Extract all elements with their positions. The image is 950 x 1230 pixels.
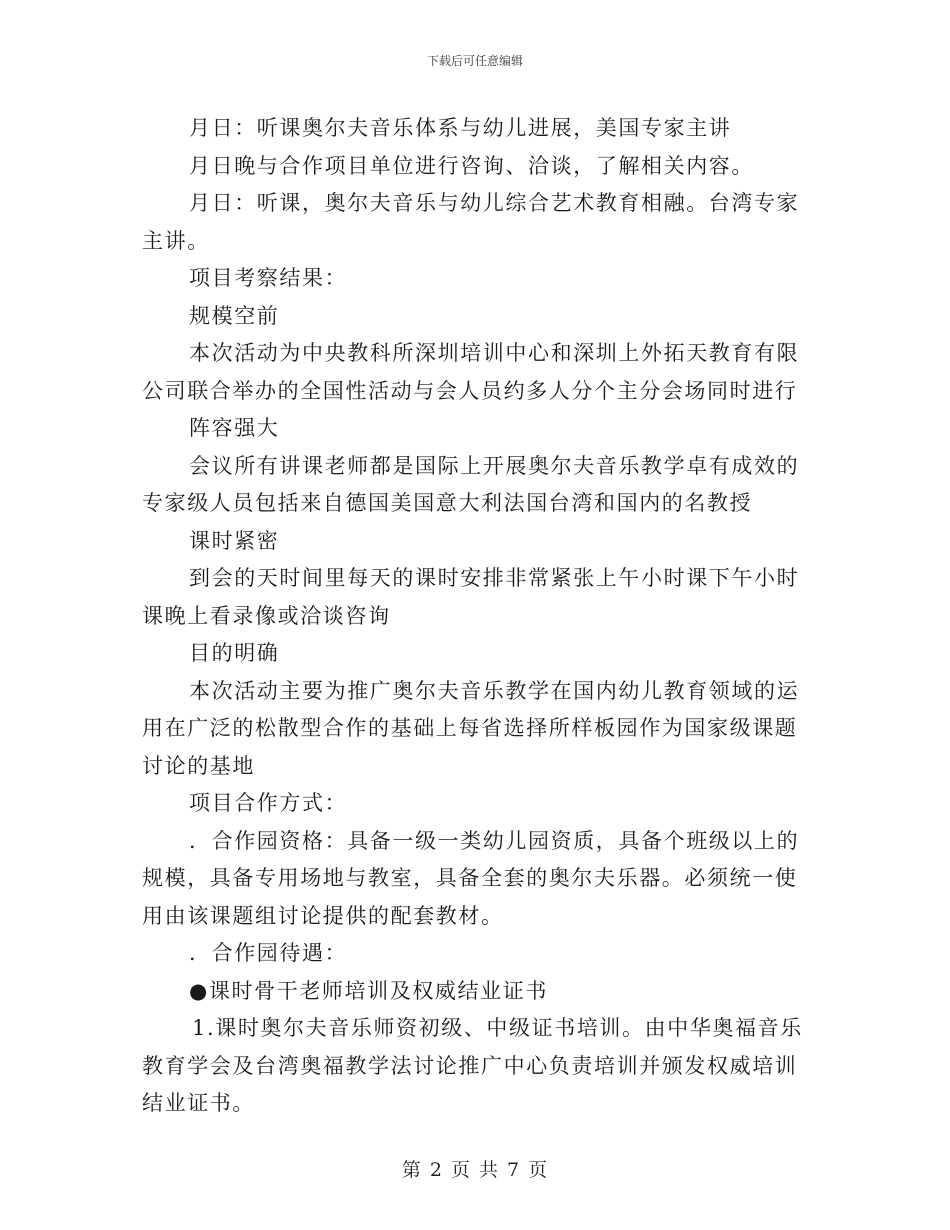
- section-heading-cooperation: 项目合作方式：: [189, 791, 348, 815]
- paragraph-schedule: 到会的天时间里每天的课时安排非常紧张上午小时课下午小时课晚上看录像或洽谈咨询: [142, 566, 800, 628]
- paragraph-qualification: ．合作园资格：具备一级一类幼儿园资质，具备个班级以上的规模，具备专用场地与教室，具备全套的奥尔夫乐器。必须统一使用由该课题组讨论提供的配套教材。: [142, 828, 800, 928]
- page-mid: 页: [450, 1159, 471, 1181]
- document-body: [142, 110, 812, 1123]
- subheading-scale: 规模空前: [189, 303, 280, 328]
- bullet-training: ●课时骨干老师培训及权威结业证书: [189, 978, 548, 1003]
- subheading-schedule: 课时紧密: [189, 528, 280, 553]
- paragraph-training-detail: 1.课时奥尔夫音乐师资初级、中级证书培训。由中华奥福音乐教育学会及台湾奥福教学法讨论推广中心负责培训并颁发权威培训结业证书。: [142, 1016, 803, 1115]
- page-footer: [0, 1155, 950, 1182]
- paragraph-schedule-1: 月日：听课奥尔夫音乐体系与幼儿进展，美国专家主讲: [189, 116, 732, 140]
- page-number-current: 2: [429, 1159, 443, 1181]
- paragraph-lineup: 会议所有讲课老师都是国际上开展奥尔夫音乐教学卓有成效的专家级人员包括来自德国美国意大利法国台湾和国内的名教授: [142, 453, 800, 515]
- page-header: 下载后可任意编辑: [426, 54, 523, 68]
- page-prefix: 第: [401, 1159, 422, 1181]
- paragraph-scale: 本次活动为中央教科所深圳培训中心和深圳上外拓天教育有限公司联合举办的全国性活动与会人员约多人分个主分会场同时进行: [142, 341, 800, 403]
- paragraph-purpose: 本次活动主要为推广奥尔夫音乐教学在国内幼儿教育领域的运用在广泛的松散型合作的基础上每省选择所样板园作为国家级课题讨论的基地: [142, 678, 800, 778]
- subheading-lineup: 阵容强大: [189, 416, 280, 440]
- page-total-prefix: 共: [479, 1159, 500, 1181]
- section-heading-results: 项目考察结果：: [189, 266, 348, 290]
- subheading-purpose: 目的明确: [189, 641, 280, 665]
- page-suffix: 页: [528, 1159, 549, 1181]
- paragraph-benefits: ．合作园待遇：: [189, 941, 348, 965]
- paragraph-schedule-2: 月日晚与合作项目单位进行咨询、洽谈，了解相关内容。: [189, 153, 754, 178]
- page-number-total: 7: [507, 1159, 521, 1181]
- paragraph-schedule-3: 月日：听课，奥尔夫音乐与幼儿综合艺术教育相融。台湾专家主讲。: [142, 191, 800, 253]
